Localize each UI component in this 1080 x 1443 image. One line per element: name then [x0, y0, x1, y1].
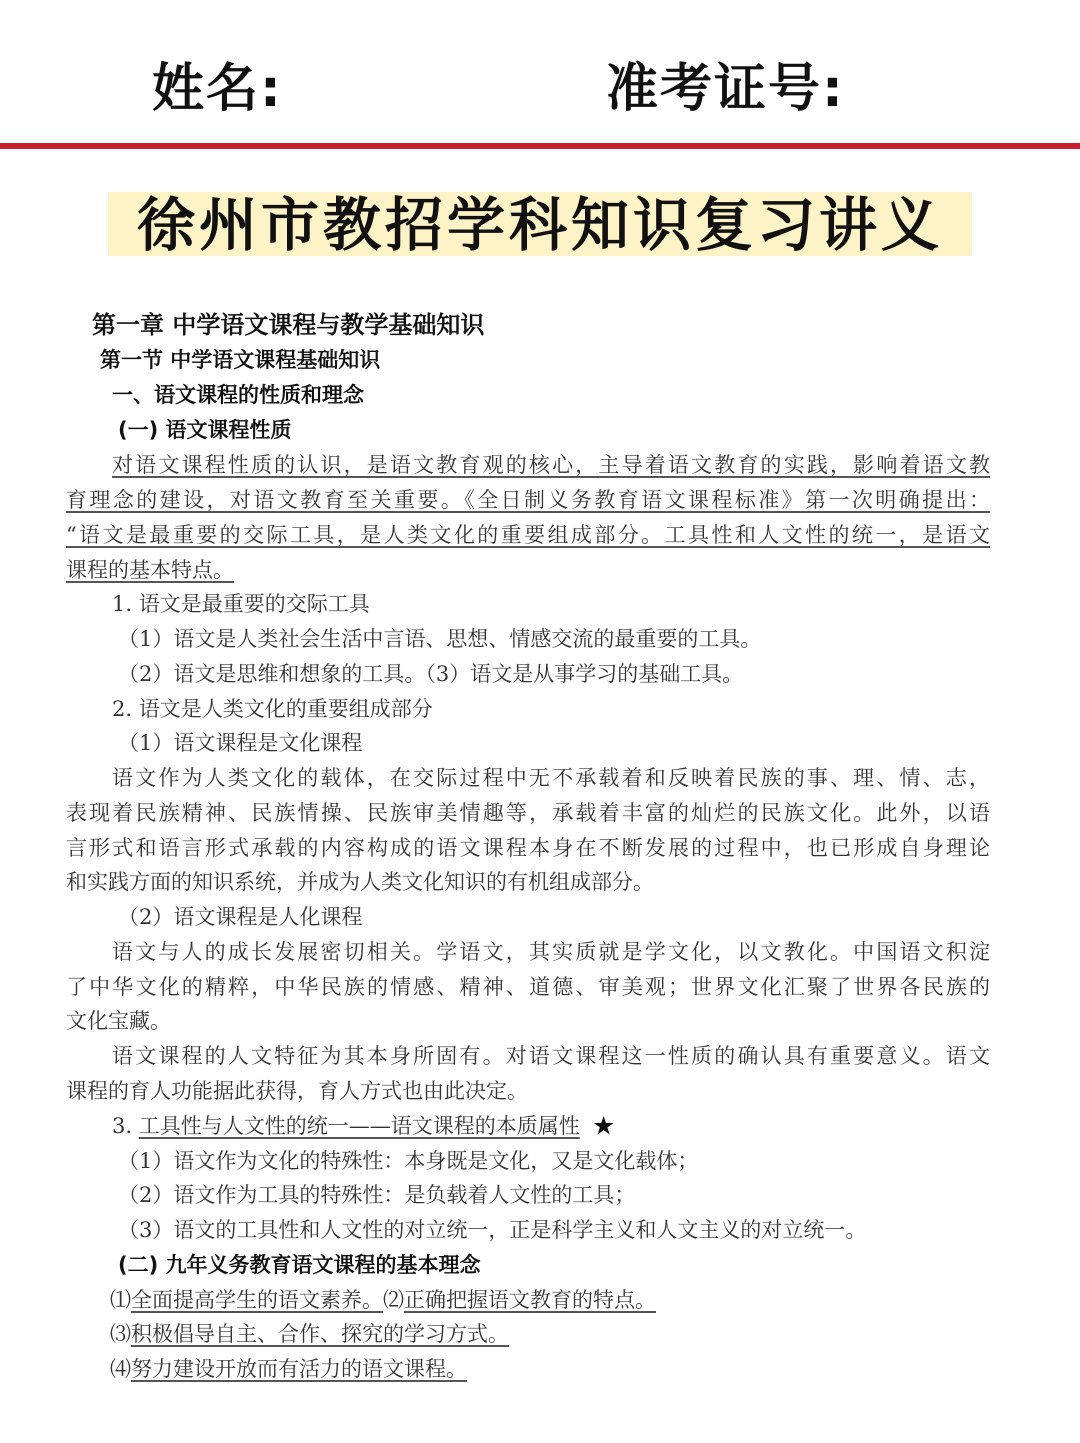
idea-line [110, 1285, 656, 1315]
part-heading: 一、语文课程的性质和理念 [112, 383, 364, 407]
paragraph-line: 语文与人的成长发展密切相关。学语文，其实质就是学文化，以文教化。中国语文积淀 [112, 940, 990, 964]
list-item: （1）语文作为文化的特殊性：本身既是文化，又是文化载体； [118, 1149, 699, 1173]
list-item: 2. 语文是人类文化的重要组成部分 [112, 697, 433, 721]
list-item: （3）语文的工具性和人文性的对立统一，正是科学主义和人文主义的对立统一。 [118, 1218, 867, 1242]
idea-text: 积极倡导自主、合作、探究的学习方式。 [131, 1322, 509, 1346]
list-item: （1）语文课程是文化课程 [118, 731, 363, 755]
paragraph-line: 言形式和语言形式承载的内容构成的语文课程本身在不断发展的过程中，也已形成自身理论 [66, 836, 990, 860]
item-text: 工具性与人文性的统一——语文课程的本质属性 [138, 1114, 580, 1138]
paragraph-line: 课程的基本特点。 [66, 558, 234, 582]
exam-id-label: 准考证号: [606, 59, 845, 119]
list-item: （1）语文是人类社会生活中言语、思想、情感交流的最重要的工具。 [118, 627, 762, 651]
section-heading: 第一节 中学语文课程基础知识 [100, 348, 381, 372]
name-label: 姓名: [152, 59, 283, 119]
idea-line [110, 1319, 509, 1349]
header [0, 0, 1080, 140]
paragraph-line: 语文作为人类文化的载体，在交际过程中无不承载着和反映着民族的事、理、情、志， [112, 766, 990, 790]
header-divider [0, 143, 1080, 149]
paragraph-line: 和实践方面的知识系统，并成为人类文化知识的有机组成部分。 [66, 870, 654, 894]
idea-number: ⑵ [383, 1288, 404, 1312]
idea-text: 努力建设开放而有活力的语文课程。 [131, 1357, 467, 1381]
idea-number: ⑶ [110, 1322, 131, 1346]
idea-text: 正确把握语文教育的特点。 [404, 1288, 656, 1312]
list-item: （2）语文是思维和想象的工具。（3）语文是从事学习的基础工具。 [118, 662, 744, 686]
idea-number: ⑷ [110, 1357, 131, 1381]
chapter-heading: 第一章 中学语文课程与教学基础知识 [92, 311, 485, 339]
paragraph-line: 课程的育人功能据此获得，育人方式也由此决定。 [66, 1079, 528, 1103]
document-title: 徐州市教招学科知识复习讲义 [136, 191, 943, 259]
paragraph-line: 语文课程的人文特征为其本身所固有。对语文课程这一性质的确认具有重要意义。语文 [112, 1044, 990, 1068]
paragraph-line: 育理念的建设，对语文教育至关重要。《全日制义务教育语文课程标准》第一次明确提出： [66, 488, 990, 512]
star-icon: ★ [593, 1114, 615, 1138]
item-number: 3. [112, 1114, 139, 1138]
paragraph-line: 了中华文化的精粹，中华民族的情感、精神、道德、审美观；世界文化汇聚了世界各民族的 [66, 975, 990, 999]
paragraph-line: 文化宝藏。 [66, 1009, 171, 1033]
idea-text: 全面提高学生的语文素养。 [131, 1288, 383, 1312]
paragraph-line: 表现着民族精神、民族情操、民族审美情趣等，承载着丰富的灿烂的民族文化。此外，以语 [66, 801, 990, 825]
list-item-key-point [112, 1111, 614, 1141]
idea-number: ⑴ [110, 1288, 131, 1312]
list-item: 1. 语文是最重要的交际工具 [112, 592, 370, 616]
paragraph-line: “语文是最重要的交际工具，是人类文化的重要组成部分。工具性和人文性的统一，是语文 [66, 523, 990, 547]
idea-line [110, 1354, 467, 1384]
list-item: （2）语文课程是人化课程 [118, 905, 363, 929]
list-item: （2）语文作为工具的特殊性：是负载着人文性的工具； [118, 1183, 636, 1207]
subsection-heading: (一) 语文课程性质 [118, 418, 292, 442]
subsection-heading: (二) 九年义务教育语文课程的基本理念 [118, 1253, 481, 1277]
paragraph-line: 对语文课程性质的认识，是语文教育观的核心，主导着语文教育的实践，影响着语文教 [112, 453, 990, 477]
